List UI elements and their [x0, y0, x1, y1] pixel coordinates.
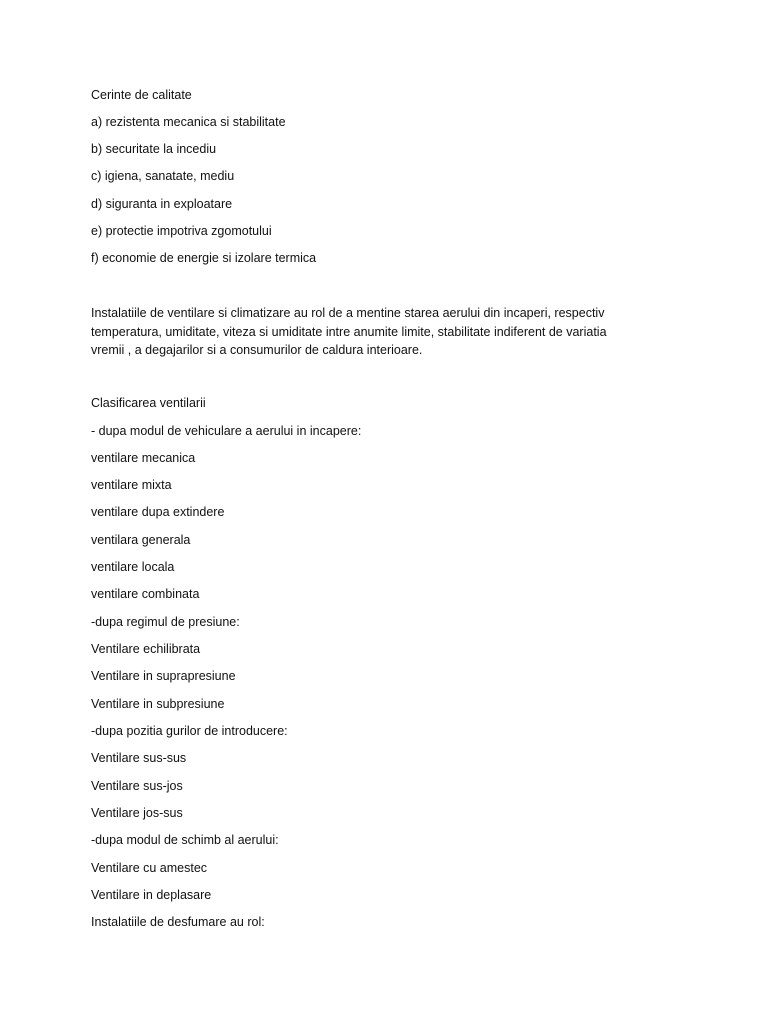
list-item: Ventilare sus-jos — [91, 779, 183, 793]
section-heading: -dupa regimul de presiune: — [91, 615, 240, 629]
intro-line: vremii , a degajarilor si a consumurilor de caldura interioare. — [91, 343, 423, 357]
section-heading: -dupa modul de schimb al aerului: — [91, 833, 279, 847]
list-item: ventilare mecanica — [91, 451, 196, 465]
section-heading: - dupa modul de vehiculare a aerului in incapere: — [91, 424, 362, 438]
intro-line: Instalatiile de ventilare si climatizare au rol de a mentine starea aerului din incaperi, respectiv — [91, 306, 605, 320]
quality-title: Cerinte de calitate — [91, 88, 192, 102]
quality-item: e) protectie impotriva zgomotului — [91, 224, 272, 238]
intro-line: temperatura, umiditate, viteza si umiditate intre anumite limite, stabilitate indiferent de variatia — [91, 324, 607, 339]
list-item: Ventilare in subpresiune — [91, 697, 225, 711]
quality-item: a) rezistenta mecanica si stabilitate — [91, 115, 286, 129]
list-item: Ventilare echilibrata — [91, 642, 201, 656]
list-item: Ventilare in deplasare — [91, 888, 212, 902]
list-item: ventilare combinata — [91, 587, 200, 601]
list-item: Ventilare sus-sus — [91, 751, 187, 765]
quality-item: b) securitate la incediu — [91, 142, 217, 156]
smoke-heading: Instalatiile de desfumare au rol: — [91, 915, 265, 929]
list-item: ventilara generala — [91, 533, 191, 547]
quality-item: d) siguranta in exploatare — [91, 197, 233, 211]
list-item: Ventilare in suprapresiune — [91, 669, 236, 683]
section-heading: -dupa pozitia gurilor de introducere: — [91, 724, 288, 738]
list-item: Ventilare jos-sus — [91, 806, 183, 820]
list-item: ventilare dupa extindere — [91, 505, 225, 519]
quality-item: c) igiena, sanatate, mediu — [91, 169, 235, 183]
classification-title: Clasificarea ventilarii — [91, 396, 206, 410]
quality-item: f) economie de energie si izolare termica — [91, 251, 317, 265]
list-item: ventilare mixta — [91, 478, 172, 492]
list-item: ventilare locala — [91, 560, 175, 574]
list-item: Ventilare cu amestec — [91, 861, 208, 875]
intro-paragraph — [91, 304, 681, 360]
